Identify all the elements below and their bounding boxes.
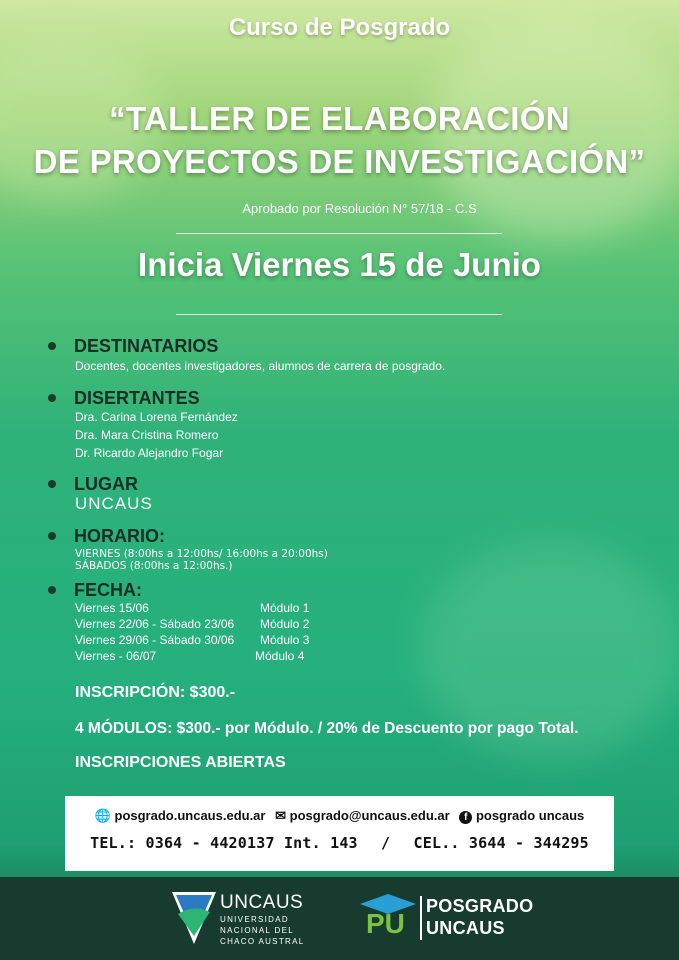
footer <box>0 877 679 960</box>
date-row <box>75 616 395 632</box>
date-range: Viernes 15/06 <box>75 601 149 615</box>
bullet-icon <box>48 532 56 540</box>
globe-icon: 🌐 <box>94 808 111 823</box>
posgrado-logo <box>360 892 534 952</box>
uncaus-subtitle-line: NACIONAL DEL <box>220 926 294 935</box>
uncaus-subtitle-line: UNIVERSIDAD <box>220 915 289 924</box>
uncaus-name: UNCAUS <box>220 892 304 913</box>
uncaus-logo <box>172 892 312 952</box>
schedule-line: VIERNES (8:00hs a 12:00hs/ 16:00hs a 20:00hs) <box>75 548 328 560</box>
bullet-icon <box>48 480 56 488</box>
telephone: TEL.: 0364 - 4420137 Int. 143 <box>90 834 358 852</box>
course-title-line2: DE PROYECTOS DE INVESTIGACIÓN” <box>33 143 646 180</box>
date-range: Viernes - 06/07 <box>75 649 157 663</box>
date-row <box>75 632 395 648</box>
module-label: Módulo 2 <box>260 617 310 631</box>
speaker-name: Dra. Mara Cristina Romero <box>75 428 219 442</box>
uncaus-emblem-icon <box>172 892 216 944</box>
speaker-list <box>75 408 238 462</box>
approval-resolution: Aprobado por Resolución N° 57/18 - C.S <box>242 201 477 216</box>
cellphone: CEL.. 3644 - 344295 <box>413 834 589 852</box>
course-title-line1: “TALLER DE ELABORACIÓN <box>109 100 570 137</box>
posgrado-line2: UNCAUS <box>426 918 505 938</box>
email-link[interactable]: posgrado@uncaus.edu.ar <box>289 808 450 823</box>
section-body: Docentes, docentes investigadores, alumnos de carrera de posgrado. <box>75 359 446 373</box>
section-title: HORARIO: <box>74 526 165 546</box>
bullet-icon <box>48 394 56 402</box>
contact-links-row <box>65 808 614 824</box>
module-pricing: 4 MÓDULOS: $300.- por Módulo. / 20% de Descuento por pago Total. <box>75 720 579 737</box>
facebook-link[interactable]: posgrado uncaus <box>475 808 585 823</box>
website-link[interactable]: posgrado.uncaus.edu.ar <box>114 808 266 823</box>
date-range: Viernes 22/06 - Sábado 23/06 <box>75 617 235 631</box>
divider <box>176 233 502 234</box>
uncaus-subtitle <box>220 914 304 947</box>
envelope-icon: ✉ <box>275 808 287 823</box>
schedule-line: SÁBADOS (8:00hs a 12:00hs.) <box>75 560 233 572</box>
uncaus-subtitle-line: CHACO AUSTRAL <box>220 937 305 946</box>
course-type: Curso de Posgrado <box>228 14 451 41</box>
bullet-icon <box>48 342 56 350</box>
contact-box <box>65 796 614 871</box>
schedule-lines <box>75 548 328 572</box>
module-label: Módulo 1 <box>260 601 310 615</box>
bullet-icon <box>48 586 56 594</box>
date-table <box>75 600 395 664</box>
speaker-name: Dr. Ricardo Alejandro Fogar <box>75 446 224 460</box>
date-range: Viernes 29/06 - Sábado 30/06 <box>75 633 235 647</box>
module-label: Módulo 3 <box>260 633 310 647</box>
date-row <box>75 648 395 664</box>
section-title: DISERTANTES <box>74 388 200 408</box>
inscription-price: INSCRIPCIÓN: $300.- <box>75 684 236 701</box>
posgrado-line1: POSGRADO <box>426 896 534 916</box>
section-title: LUGAR <box>74 474 138 494</box>
posgrado-divider <box>420 896 422 940</box>
speaker-name: Dra. Carina Lorena Fernández <box>75 410 238 424</box>
pu-mark: PU <box>366 908 405 939</box>
section-title: FECHA: <box>74 580 142 600</box>
divider <box>176 314 502 315</box>
section-title: DESTINATARIOS <box>74 336 219 356</box>
facebook-icon: f <box>459 811 472 824</box>
phone-row <box>65 834 614 852</box>
start-date: Inicia Viernes 15 de Junio <box>138 246 541 283</box>
date-row <box>75 600 395 616</box>
separator: / <box>381 834 391 852</box>
inscriptions-open: INSCRIPCIONES ABIERTAS <box>75 754 286 771</box>
venue-name: UNCAUS <box>75 494 153 513</box>
module-label: Módulo 4 <box>255 649 305 663</box>
